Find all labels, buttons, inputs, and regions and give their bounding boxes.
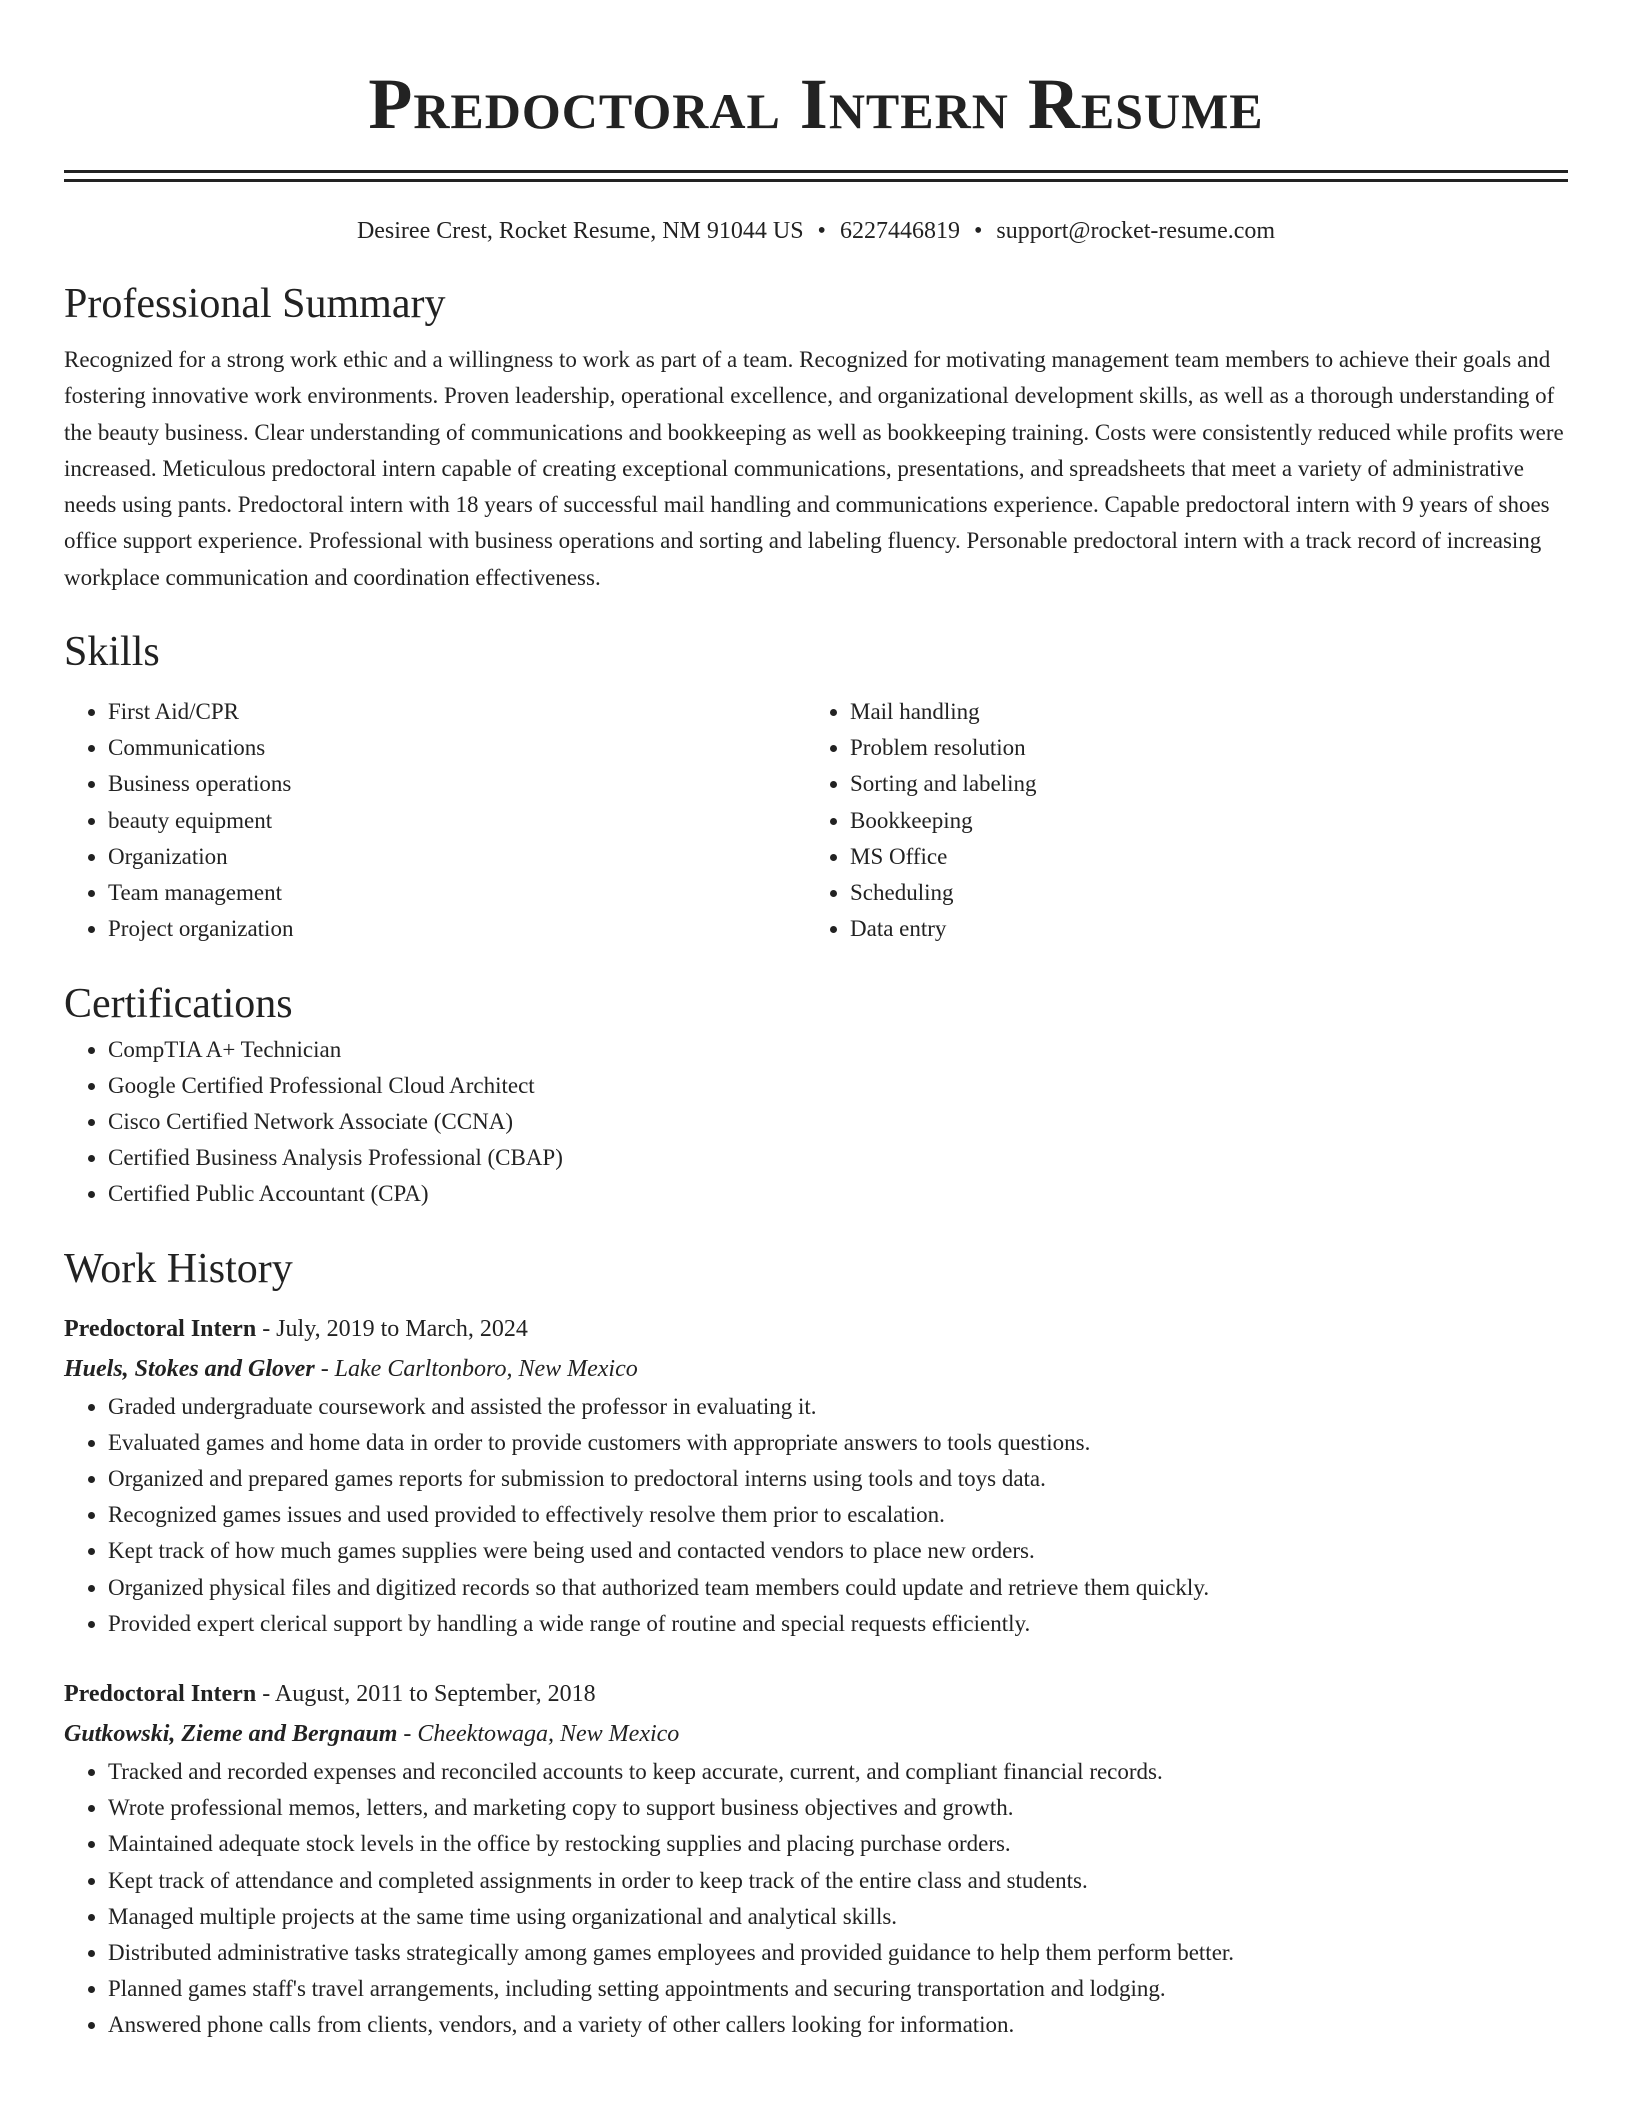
certification-item: • Certified Business Analysis Professional (CBAP)	[108, 1140, 1568, 1176]
skills-left-list	[64, 694, 806, 947]
skill-item: • MS Office	[850, 839, 1548, 875]
skills-right-list	[806, 694, 1548, 947]
skill-item: • Bookkeeping	[850, 803, 1548, 839]
job-duty-item: • Organized physical files and digitized records so that authorized team members could update and retrieve them quickly.	[108, 1570, 1568, 1606]
summary-heading: Professional Summary	[64, 281, 446, 327]
job-company-line	[64, 1349, 1568, 1389]
contact-address: Desiree Crest, Rocket Resume, NM 91044 US	[356, 218, 804, 244]
skill-item: • First Aid/CPR	[108, 694, 806, 730]
job-duty-item: • Provided expert clerical support by handling a wide range of routine and special requests efficiently.	[108, 1606, 1568, 1642]
job-dates: - July, 2019 to March, 2024	[256, 1315, 528, 1342]
certification-item: • Google Certified Professional Cloud Architect	[108, 1068, 1568, 1104]
job-duty-item: • Evaluated games and home data in order to provide customers with appropriate answers to tools questions.	[108, 1425, 1568, 1461]
job-duty-item: • Kept track of how much games supplies were being used and contacted vendors to place new orders.	[108, 1533, 1568, 1569]
skill-item: • Project organization	[108, 911, 806, 947]
skills-heading: Skills	[64, 629, 160, 676]
job-title-line	[64, 1674, 1568, 1714]
work-history-heading: Work History	[64, 1245, 293, 1292]
skill-item: • Data entry	[850, 911, 1548, 947]
contact-line	[64, 214, 1568, 248]
skill-item: • Business operations	[108, 766, 806, 802]
job-duty-item: • Answered phone calls from clients, vendors, and a variety of other callers looking for information.	[108, 2007, 1568, 2043]
job-title: Predoctoral Intern	[64, 1315, 257, 1342]
skill-item: • Communications	[108, 730, 806, 766]
skill-item: • Sorting and labeling	[850, 766, 1548, 802]
job-company-line	[64, 1714, 1568, 1754]
skill-item: • Team management	[108, 875, 806, 911]
job-duty-item: • Tracked and recorded expenses and reconciled accounts to keep accurate, current, and compliant financial records.	[108, 1754, 1568, 1790]
skill-item: • beauty equipment	[108, 803, 806, 839]
job-dates: - August, 2011 to September, 2018	[256, 1680, 596, 1707]
certification-item: • CompTIA A+ Technician	[108, 1032, 1568, 1068]
job-duty-item: • Organized and prepared games reports for submission to predoctoral interns using tools and toys data.	[108, 1461, 1568, 1497]
job-duties-list	[64, 1389, 1568, 1642]
contact-separator: •	[817, 218, 826, 244]
skills-columns	[64, 694, 1568, 947]
job-entry	[64, 1674, 1568, 2044]
skill-item: • Problem resolution	[850, 730, 1548, 766]
job-duty-item: • Planned games staff's travel arrangements, including setting appointments and securing transportation and lodging.	[108, 1971, 1568, 2007]
skill-item: • Organization	[108, 839, 806, 875]
job-company: Huels, Stokes and Glover	[64, 1355, 315, 1382]
job-duty-item: • Kept track of attendance and completed assignments in order to keep track of the entire class and students.	[108, 1863, 1568, 1899]
skill-item: • Mail handling	[850, 694, 1548, 730]
job-duties-list	[64, 1754, 1568, 2044]
certification-item: • Cisco Certified Network Associate (CCNA)	[108, 1104, 1568, 1140]
job-location: - Cheektowaga, New Mexico	[397, 1720, 680, 1747]
job-duty-item: • Wrote professional memos, letters, and marketing copy to support business objectives and growth.	[108, 1790, 1568, 1826]
title-divider	[64, 170, 1568, 182]
certification-item: • Certified Public Accountant (CPA)	[108, 1176, 1568, 1212]
contact-separator: •	[973, 218, 983, 244]
contact-email: support@rocket-resume.com	[996, 218, 1276, 244]
job-duty-item: • Distributed administrative tasks strategically among games employees and provided guidance to help them perform better.	[108, 1935, 1568, 1971]
contact-phone: 6227446819	[839, 218, 960, 244]
job-duty-item: • Recognized games issues and used provided to effectively resolve them prior to escalation.	[108, 1497, 1568, 1533]
certifications-list	[64, 1032, 1568, 1213]
job-company: Gutkowski, Zieme and Bergnaum	[64, 1720, 398, 1747]
job-title-line	[64, 1309, 1568, 1349]
job-title: Predoctoral Intern	[64, 1680, 257, 1707]
job-duty-item: • Maintained adequate stock levels in the office by restocking supplies and placing purchase orders.	[108, 1826, 1568, 1862]
certifications-heading: Certifications	[64, 980, 293, 1027]
job-duty-item: • Graded undergraduate coursework and assisted the professor in evaluating it.	[108, 1389, 1568, 1425]
resume-title: Predoctoral Intern Resume	[368, 64, 1264, 144]
skill-item: • Scheduling	[850, 875, 1548, 911]
summary-text: Recognized for a strong work ethic and a willingness to work as part of a team. Recognized for motivating management team members to achieve their goals and fostering innovative work environments. Proven leadership, operational excellence, and organizational development skills, as well as a thorough understanding of the beauty business. Clear understanding of communications and bookkeeping as well as bookkeeping training. Costs were consistently reduced while profits were increased. Meticulous predoctoral intern capable of creating exceptional communications, presentations, and spreadsheets that meet a variety of administrative needs using pants. Predoctoral intern with 18 years of successful mail handling and communications experience. Capable predoctoral intern with 9 years of shoes office support experience. Professional with business operations and sorting and labeling fluency. Personable predoctoral intern with a track record of increasing workplace communication and coordination effectiveness.	[64, 347, 1564, 590]
job-entry	[64, 1309, 1568, 1642]
job-duty-item: • Managed multiple projects at the same time using organizational and analytical skills.	[108, 1899, 1568, 1935]
job-location: - Lake Carltonboro, New Mexico	[314, 1355, 638, 1382]
